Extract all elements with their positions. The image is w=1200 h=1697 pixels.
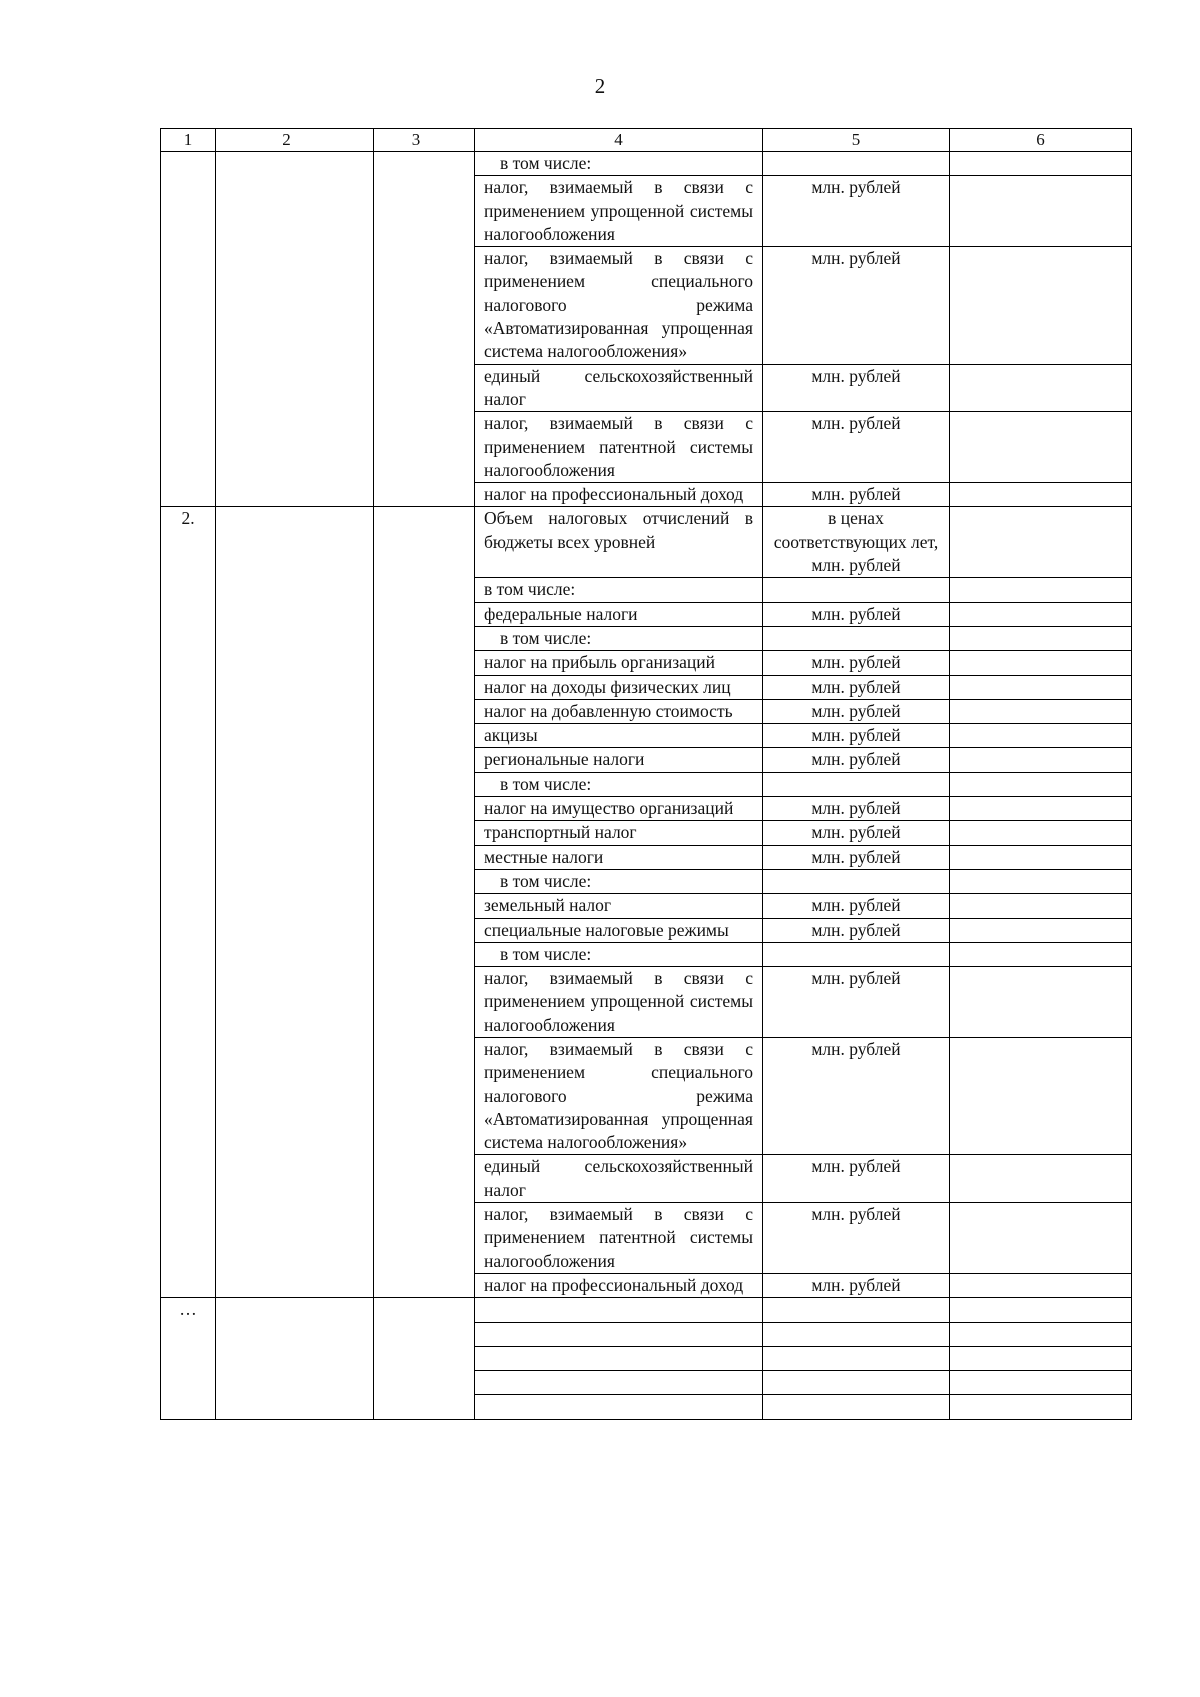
value-cell [950,507,1132,578]
indicator-name-cell: единый сельскохозяйственный налог [475,1155,763,1203]
indicator-name-cell: в том числе: [475,869,763,893]
unit-cell: млн. рублей [763,483,950,507]
row-number-cell: 2. [161,507,216,1298]
indicator-name-cell: налог на прибыль организаций [475,651,763,675]
row-number-cell [161,152,216,507]
unit-cell [763,772,950,796]
value-cell [950,1037,1132,1154]
unit-cell: млн. рублей [763,918,950,942]
unit-cell [763,626,950,650]
unit-cell: млн. рублей [763,176,950,247]
header-cell-3: 3 [374,129,475,152]
value-cell [950,1273,1132,1297]
indicator-name-cell: местные налоги [475,845,763,869]
value-cell [950,748,1132,772]
value-cell [950,1298,1132,1322]
value-cell [950,845,1132,869]
value-cell [950,1371,1132,1395]
value-cell [950,364,1132,412]
value-cell [950,1155,1132,1203]
unit-cell: млн. рублей [763,247,950,364]
value-cell [950,626,1132,650]
unit-cell [763,942,950,966]
table-body [161,129,1132,1420]
unit-cell: в ценах соответствующих лет, млн. рублей [763,507,950,578]
unit-cell: млн. рублей [763,412,950,483]
indicator-name-cell: специальные налоговые режимы [475,918,763,942]
column-2-cell [216,1298,374,1419]
unit-cell: млн. рублей [763,821,950,845]
value-cell [950,176,1132,247]
unit-cell: млн. рублей [763,602,950,626]
indicator-name-cell: акцизы [475,724,763,748]
header-cell-2: 2 [216,129,374,152]
value-cell [950,602,1132,626]
indicator-name-cell: в том числе: [475,626,763,650]
indicator-name-cell: налог, взимаемый в связи с применением патентной системы налогообложения [475,412,763,483]
indicator-name-cell [475,1298,763,1322]
indicator-name-cell: налог на добавленную стоимость [475,699,763,723]
indicator-name-cell: налог, взимаемый в связи с применением упрощенной системы налогообложения [475,967,763,1038]
indicator-name-cell: налог на имущество организаций [475,797,763,821]
indicator-name-cell: налог на профессиональный доход [475,483,763,507]
indicator-name-cell: транспортный налог [475,821,763,845]
value-cell [950,1346,1132,1370]
unit-cell [763,1346,950,1370]
unit-cell: млн. рублей [763,967,950,1038]
value-cell [950,1322,1132,1346]
value-cell [950,578,1132,602]
unit-cell: млн. рублей [763,1273,950,1297]
header-cell-4: 4 [475,129,763,152]
value-cell [950,724,1132,748]
indicator-name-cell [475,1371,763,1395]
unit-cell [763,1395,950,1419]
value-cell [950,967,1132,1038]
unit-cell [763,1298,950,1322]
header-cell-5: 5 [763,129,950,152]
unit-cell: млн. рублей [763,748,950,772]
unit-cell: млн. рублей [763,894,950,918]
column-3-cell [374,1298,475,1419]
indicator-name-cell [475,1322,763,1346]
indicator-name-cell: федеральные налоги [475,602,763,626]
column-2-cell [216,507,374,1298]
indicator-name-cell: земельный налог [475,894,763,918]
value-cell [950,651,1132,675]
value-cell [950,675,1132,699]
indicator-name-cell: единый сельскохозяйственный налог [475,364,763,412]
value-cell [950,247,1132,364]
column-2-cell [216,152,374,507]
table-row [161,507,1132,578]
indicators-table [160,128,1132,1420]
unit-cell: млн. рублей [763,1155,950,1203]
header-cell-6: 6 [950,129,1132,152]
indicator-name-cell: налог на доходы физических лиц [475,675,763,699]
indicator-name-cell: налог, взимаемый в связи с применением патентной системы налогообложения [475,1203,763,1274]
table-row [161,152,1132,176]
unit-cell: млн. рублей [763,1203,950,1274]
unit-cell [763,869,950,893]
indicator-name-cell: региональные налоги [475,748,763,772]
column-3-cell [374,507,475,1298]
indicator-name-cell: налог на профессиональный доход [475,1273,763,1297]
row-number-cell: … [161,1298,216,1419]
page-number: 2 [594,74,606,98]
value-cell [950,918,1132,942]
header-cell-1: 1 [161,129,216,152]
value-cell [950,821,1132,845]
unit-cell: млн. рублей [763,1037,950,1154]
unit-cell: млн. рублей [763,651,950,675]
unit-cell [763,578,950,602]
value-cell [950,699,1132,723]
value-cell [950,1203,1132,1274]
value-cell [950,772,1132,796]
indicator-name-cell: в том числе: [475,152,763,176]
unit-cell: млн. рублей [763,364,950,412]
value-cell [950,894,1132,918]
column-3-cell [374,152,475,507]
unit-cell: млн. рублей [763,845,950,869]
indicator-name-cell: налог, взимаемый в связи с применением упрощенной системы налогообложения [475,176,763,247]
indicator-name-cell: в том числе: [475,578,763,602]
indicator-name-cell: в том числе: [475,942,763,966]
value-cell [950,869,1132,893]
table-row [161,1298,1132,1322]
unit-cell: млн. рублей [763,675,950,699]
unit-cell [763,152,950,176]
unit-cell: млн. рублей [763,797,950,821]
value-cell [950,797,1132,821]
indicator-name-cell: налог, взимаемый в связи с применением специального налогового режима «Автоматизированная упрощенная система налогообложения» [475,1037,763,1154]
indicator-name-cell [475,1395,763,1419]
indicator-name-cell: Объем налоговых отчислений в бюджеты всех уровней [475,507,763,578]
indicator-name-cell [475,1346,763,1370]
value-cell [950,1395,1132,1419]
unit-cell: млн. рублей [763,699,950,723]
unit-cell: млн. рублей [763,724,950,748]
indicator-name-cell: в том числе: [475,772,763,796]
value-cell [950,483,1132,507]
value-cell [950,412,1132,483]
value-cell [950,942,1132,966]
indicator-name-cell: налог, взимаемый в связи с применением специального налогового режима «Автоматизированная упрощенная система налогообложения» [475,247,763,364]
unit-cell [763,1371,950,1395]
value-cell [950,152,1132,176]
unit-cell [763,1322,950,1346]
header-row [161,129,1132,152]
